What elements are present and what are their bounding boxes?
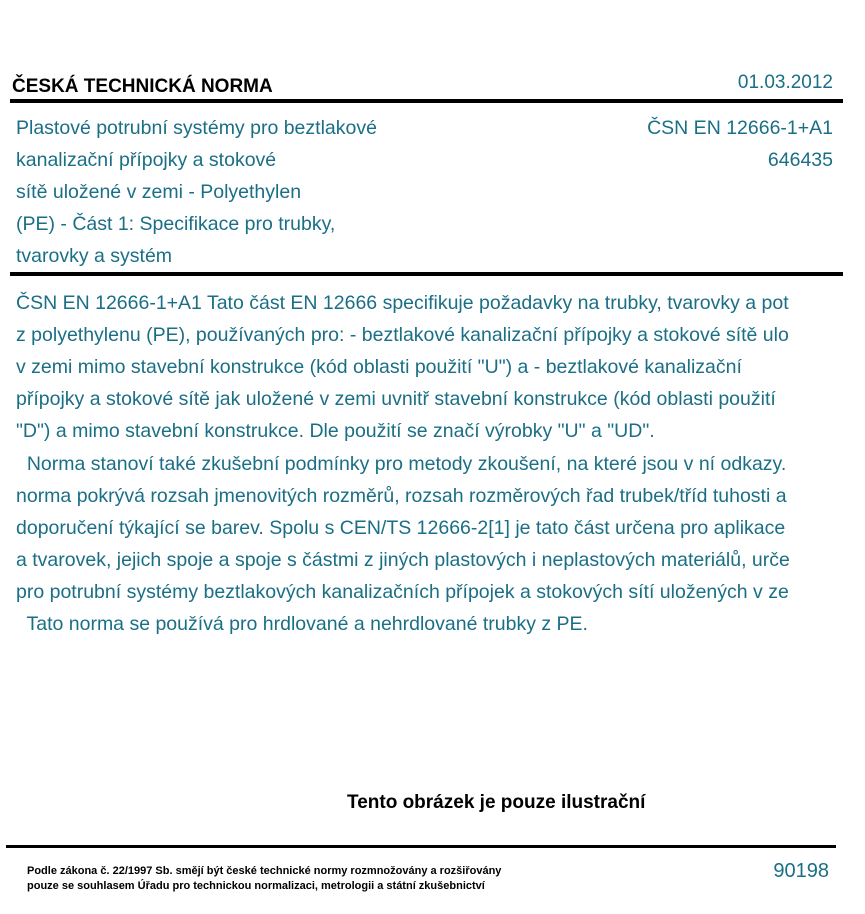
legal-notice-line: Podle zákona č. 22/1997 Sb. smějí být české technické normy rozmnožovány a rozšiřovány <box>27 865 502 877</box>
description-line: přípojky a stokové sítě jak uložené v zemi uvnitř stavební konstrukce (kód oblasti použití <box>16 388 776 410</box>
norm-title-line: sítě uložené v zemi - Polyethylen <box>16 181 302 203</box>
illustration-caption: Tento obrázek je pouze ilustrační <box>347 792 646 813</box>
description-line: v zemi mimo stavební konstrukce (kód oblasti použití "U") a - beztlakové kanalizační <box>16 356 742 378</box>
norm-title-line: tvarovky a systém <box>16 245 173 267</box>
description-line: doporučení týkající se barev. Spolu s CEN/TS 12666-2[1] je tato část určena pro aplikace <box>16 517 786 539</box>
legal-notice-line: pouze se souhlasem Úřadu pro technickou normalizaci, metrologii a státní zkušebnictví <box>27 880 485 892</box>
norm-title-line: kanalizační přípojky a stokové <box>16 149 277 171</box>
publication-date: 01.03.2012 <box>737 72 833 93</box>
header-divider <box>10 99 843 103</box>
description-line: Tato norma se používá pro hrdlované a nehrdlované trubky z PE. <box>16 613 588 635</box>
description-line: Norma stanoví také zkušební podmínky pro metody zkoušení, na které jsou v ní odkazy. <box>16 453 787 475</box>
document-header-title: ČESKÁ TECHNICKÁ NORMA <box>12 76 273 97</box>
description-line: z polyethylenu (PE), používaných pro: - beztlakové kanalizační přípojky a stokové sítě ulo <box>16 324 789 346</box>
description-line: a tvarovek, jejich spoje a spoje s částmi z jiných plastových i neplastových materiálů, urče <box>16 549 790 571</box>
norm-class-number: 646435 <box>767 149 833 171</box>
norm-title-line: Plastové potrubní systémy pro beztlakové <box>16 117 377 139</box>
description-line: norma pokrývá rozsah jmenovitých rozměrů, rozsah rozměrových řad trubek/tříd tuhosti a <box>16 485 787 507</box>
title-divider <box>10 272 843 276</box>
norm-code: ČSN EN 12666-1+A1 <box>647 117 833 139</box>
description-line: pro potrubní systémy beztlakových kanalizačních přípojek a stokových sítí uložených v ze <box>16 581 789 603</box>
norm-title-line: (PE) - Část 1: Specifikace pro trubky, <box>16 213 336 235</box>
catalog-number: 90198 <box>773 860 829 882</box>
description-line: ČSN EN 12666-1+A1 Tato část EN 12666 specifikuje požadavky na trubky, tvarovky a pot <box>16 292 789 314</box>
description-line: "D") a mimo stavební konstrukce. Dle použití se značí výrobky "U" a "UD". <box>16 420 655 442</box>
footer-divider <box>6 845 836 848</box>
